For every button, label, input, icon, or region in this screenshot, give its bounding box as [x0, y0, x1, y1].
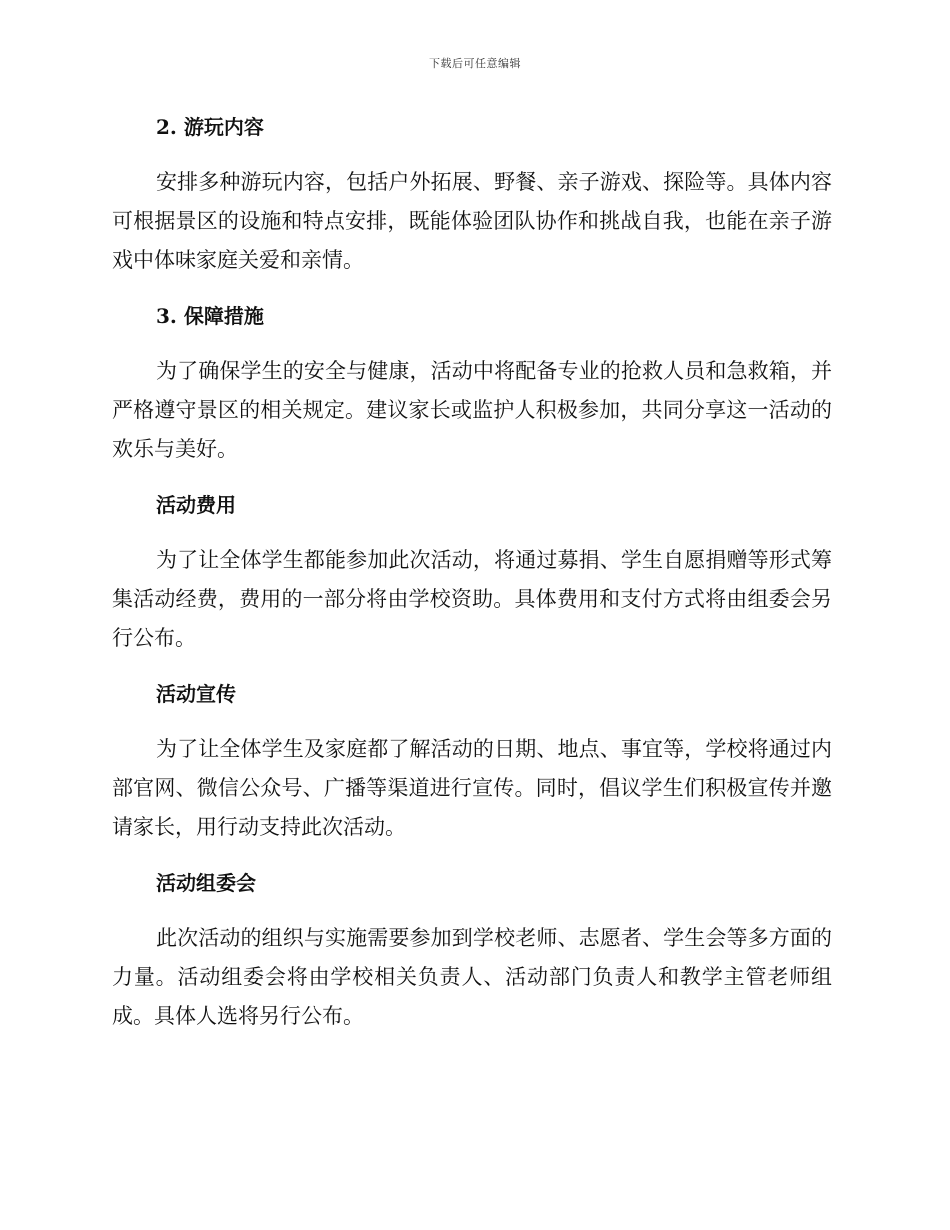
section-heading-organizing-committee: 活动组委会: [156, 871, 256, 895]
section-heading-play-content: 2. 游玩内容: [156, 115, 264, 139]
section-body-publicity: 为了让全体学生及家庭都了解活动的日期、地点、事宜等，学校将通过内部官网、微信公众号、广播等渠道进行宣传。同时，倡议学生们积极宣传并邀请家长，用行动支持此次活动。: [112, 737, 832, 839]
section-heading-safety-measures: 3. 保障措施: [156, 304, 264, 328]
section-heading-publicity: 活动宣传: [156, 682, 236, 706]
document-content: [112, 108, 832, 1053]
section-body-play-content: 安排多种游玩内容，包括户外拓展、野餐、亲子游戏、探险等。具体内容可根据景区的设施和特点安排，既能体验团队协作和挑战自我，也能在亲子游戏中体味家庭关爱和亲情。: [112, 170, 832, 272]
section-heading-activity-cost: 活动费用: [156, 493, 236, 517]
section-body-organizing-committee: 此次活动的组织与实施需要参加到学校老师、志愿者、学生会等多方面的力量。活动组委会将由学校相关负责人、活动部门负责人和教学主管老师组成。具体人选将另行公布。: [112, 926, 832, 1028]
section-body-activity-cost: 为了让全体学生都能参加此次活动，将通过募捐、学生自愿捐赠等形式筹集活动经费，费用的一部分将由学校资助。具体费用和支付方式将由组委会另行公布。: [112, 548, 832, 650]
section-body-safety-measures: 为了确保学生的安全与健康，活动中将配备专业的抢救人员和急救箱，并严格遵守景区的相关规定。建议家长或监护人积极参加，共同分享这一活动的欢乐与美好。: [112, 359, 832, 461]
header-note: 下载后可任意编辑: [429, 57, 521, 70]
